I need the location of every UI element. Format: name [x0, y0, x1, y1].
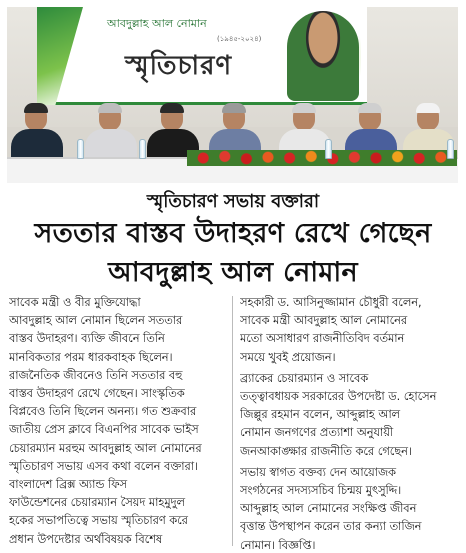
- body-line: নোমান জনগণের প্রত্যাশা অনুযায়ী: [240, 426, 394, 440]
- body-line: তত্ত্বাবধায়ক সরকারের উপদেষ্টা ড. হোসেন: [240, 390, 437, 404]
- body-line: নোমান। বিজ্ঞপ্তি।: [240, 538, 316, 552]
- banner-name-text: আবদুল্লাহ আল নোমান: [107, 17, 207, 30]
- body-line: মতো অসাধারণ রাজনীতিবিদ বর্তমান: [240, 332, 405, 346]
- event-banner: [37, 7, 367, 105]
- body-line: ব্র্যাকের চেয়ারম্যান ও সাবেক: [240, 371, 369, 385]
- water-bottle: [139, 139, 146, 159]
- body-line: বাংলাদেশ ব্রিক্স অ্যান্ড ফিস: [9, 478, 127, 492]
- body-line: রাজনৈতিক জীবনেও তিনি সততার বহু: [9, 368, 183, 382]
- banner-years-text: (১৯৪৫-২০২৪): [217, 35, 262, 43]
- body-line: জিল্লুর রহমান বলেন, আব্দুল্লাহ আল: [240, 408, 400, 422]
- body-line: সভায় স্বাগত বক্তব্য দেন আয়োজক: [240, 465, 396, 479]
- body-line: বাস্তব উদাহরণ রেখে গেছেন। সাংস্কৃতিক: [9, 387, 185, 401]
- event-photo: [7, 7, 458, 183]
- body-line: জাতীয় প্রেস ক্লাবে বিএনপির সাবেক ভাইস: [9, 423, 199, 437]
- body-line: সংগঠনের সদস্যসচিব চিন্ময় মুৎসুদ্দি।: [240, 484, 402, 498]
- body-line: বৃত্তান্ত উপস্থাপন করেন তার কন্যা তাজিন: [240, 520, 422, 534]
- banner-green-swoosh: [37, 7, 83, 105]
- body-line: সাবেক মন্ত্রী ও বীর মুক্তিযোদ্ধা: [9, 296, 141, 309]
- water-bottle: [447, 139, 454, 159]
- body-line: বাস্তব উদাহরণ। ব্যক্তি জীবনে তিনি: [9, 332, 165, 346]
- speaker-2: [85, 105, 137, 165]
- body-line: আব্দুল্লাহ আল নোমানের সংক্ষিপ্ত জীবন: [240, 502, 417, 516]
- article-left-column: [9, 294, 225, 549]
- body-line: প্রধান উপদেষ্টার অর্থবিষয়ক বিশেষ: [9, 532, 163, 546]
- water-bottle: [325, 139, 332, 159]
- article-headline-line-1: সততার বাস্তব উদাহরণ রেখে গেছেন: [34, 218, 432, 249]
- body-line: সহকারী ড. আসিনুজ্জামান চৌধুরী বলেন,: [240, 296, 422, 309]
- article-right-column: [240, 294, 460, 553]
- body-line: আবদুল্লাহ আল নোমান ছিলেন সততার: [9, 314, 183, 328]
- body-line: জনআকাঙ্ক্ষার রাজনীতি করে গেছেন।: [240, 444, 412, 458]
- article-headline-line-2: আবদুল্লাহ আল নোমান: [108, 257, 358, 288]
- body-line: সাবেক মন্ত্রী আবদুল্লাহ আল নোমানের: [240, 314, 408, 328]
- body-line: বিপ্লবেও তিনি ছিলেন অনন্য। গত শুক্রবার: [9, 405, 197, 419]
- speaker-1: [11, 105, 63, 165]
- flower-arrangement: [187, 150, 457, 166]
- banner-title-text: স্মৃতিচারণ: [125, 51, 233, 81]
- body-line: চেয়ারম্যান মরহুম আবদুল্লাহ আল নোমানের: [9, 441, 202, 455]
- column-divider: [232, 296, 233, 546]
- banner-portrait: [287, 11, 359, 101]
- body-line: সময়ে খুবই প্রয়োজন।: [240, 350, 336, 364]
- body-line: ফাউন্ডেশনের চেয়ারম্যান সৈয়দ মাহমুদুল: [9, 496, 185, 510]
- body-line: স্মৃতিচারণ সভায় এসব কথা বলেন বক্তারা।: [9, 459, 199, 473]
- body-line: হকের সভাপতিত্বে সভায় স্মৃতিচারণ করে: [9, 514, 188, 528]
- article-kicker: স্মৃতিচারণ সভায় বক্তারা: [146, 191, 320, 212]
- water-bottle: [77, 139, 84, 159]
- body-line: মানবিকতার পরম ধারকবাহক ছিলেন।: [9, 350, 173, 364]
